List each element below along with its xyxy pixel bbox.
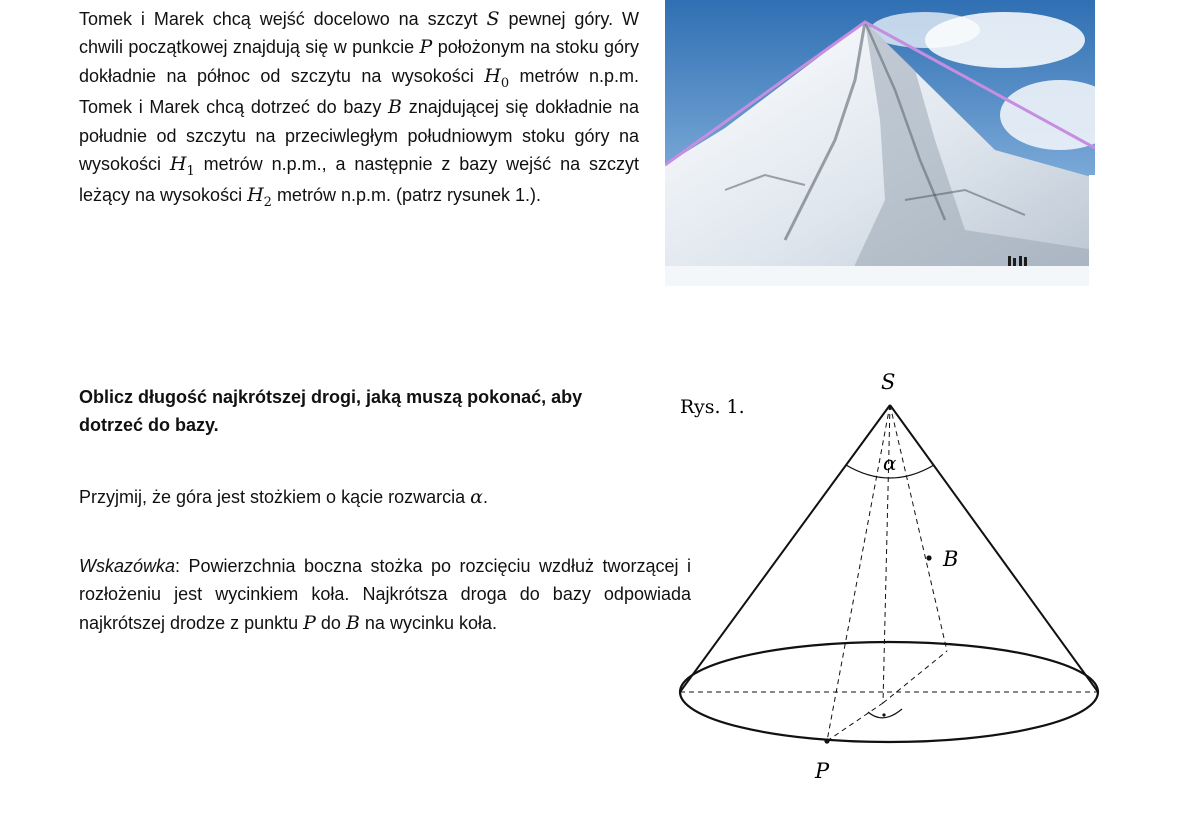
point-b bbox=[926, 555, 931, 560]
intro-text: znajdującej się dokładnie na południe od szczytu na przeciwległym południowym stoku góry na wysokości bbox=[79, 97, 639, 175]
cloud bbox=[870, 12, 980, 48]
intro-text: metrów n.p.m. Tomek i Marek chcą dotrzeć do bazy bbox=[79, 65, 639, 118]
assumption bbox=[79, 483, 689, 511]
base-radius-b bbox=[883, 651, 947, 703]
intro-text: Tomek i Marek chcą wejść docelowo na szczyt bbox=[79, 9, 487, 29]
line-s-p bbox=[827, 405, 890, 741]
symbol-p: P bbox=[303, 611, 316, 634]
symbol-s: S bbox=[486, 8, 500, 30]
symbol-alpha: α bbox=[470, 486, 483, 508]
cone-diagram bbox=[670, 355, 1120, 795]
figure-caption: Rys. 1. bbox=[680, 396, 745, 418]
hint-text: na wycinku koła. bbox=[359, 612, 497, 633]
hint-text: do bbox=[315, 612, 346, 633]
right-angle-dot bbox=[882, 713, 885, 716]
symbol-b: B bbox=[345, 611, 360, 634]
label-s: S bbox=[881, 370, 896, 394]
photo-notch bbox=[1089, 175, 1095, 286]
symbol-h0 bbox=[484, 64, 510, 91]
intro-text: pewnej góry. W chwili początkowej znajdują się w punkcie bbox=[79, 9, 640, 58]
subscript: 0 bbox=[500, 75, 510, 91]
intro-text: położonym na stoku góry dokładnie na północ od szczytu na wysokości bbox=[79, 37, 639, 86]
symbol-p: P bbox=[419, 36, 433, 59]
right-angle-mark bbox=[868, 709, 902, 718]
symbol-h: H bbox=[247, 184, 264, 207]
intro-text: metrów n.p.m. (patrz rysunek 1.). bbox=[271, 185, 542, 206]
label-alpha: α bbox=[883, 451, 897, 475]
symbol-h2 bbox=[247, 184, 272, 211]
subscript: 2 bbox=[263, 195, 272, 211]
height-line bbox=[883, 405, 890, 703]
snowfield bbox=[665, 266, 1095, 286]
task-statement: Oblicz długość najkrótszej drogi, jaką muszą pokonać, aby dotrzeć do bazy. bbox=[79, 387, 583, 436]
mountain-photo bbox=[665, 0, 1095, 286]
symbol-h: H bbox=[169, 153, 187, 176]
base-radius-p bbox=[827, 703, 883, 741]
label-b: B bbox=[943, 547, 959, 571]
hint bbox=[79, 552, 691, 637]
symbol-h: H bbox=[484, 64, 501, 87]
subscript: 1 bbox=[186, 164, 195, 180]
symbol-h1 bbox=[169, 153, 195, 180]
intro-text: metrów n.p.m., a następnie z bazy wejść na szczyt leżący na wysokości bbox=[79, 154, 639, 206]
assumption-text: Przyjmij, że góra jest stożkiem o kącie rozwarcia bbox=[79, 487, 471, 507]
assumption-end: . bbox=[482, 487, 488, 507]
problem-intro bbox=[79, 5, 639, 213]
line-s-b bbox=[890, 405, 947, 651]
symbol-b: B bbox=[388, 96, 403, 119]
hint-label: Wskazówka bbox=[79, 556, 176, 576]
point-p bbox=[824, 738, 829, 743]
hint-text: : Powierzchnia boczna stożka po rozcięciu wzdłuż tworzącej i rozłożeniu jest wycinkiem koła. Najkrótsza droga do bazy odpowiada najkrótszej drodze z punktu bbox=[79, 556, 691, 633]
label-p: P bbox=[815, 759, 830, 783]
